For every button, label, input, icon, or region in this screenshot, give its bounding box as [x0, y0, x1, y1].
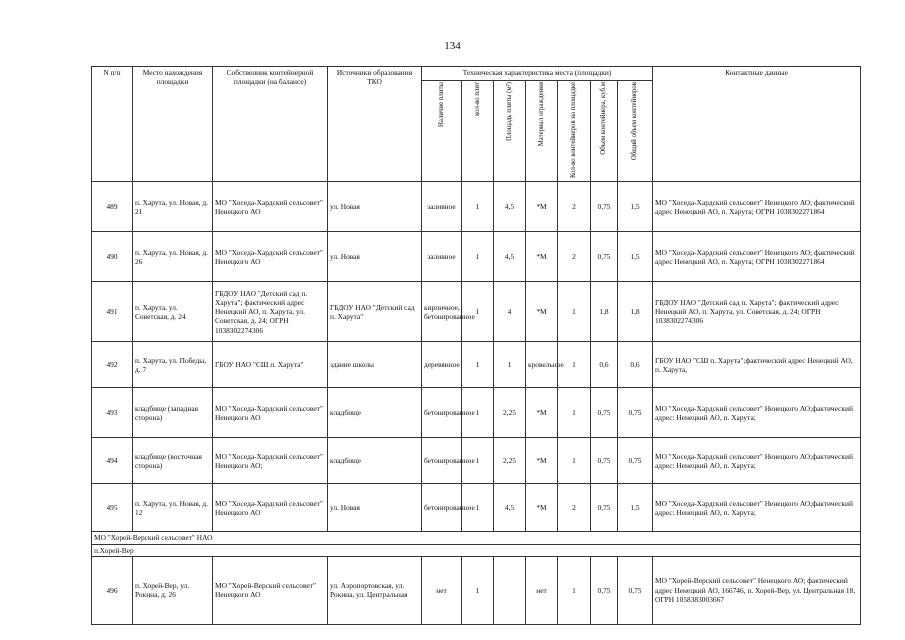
row-base: бетонированное	[422, 388, 462, 438]
row-volume: 0,75	[591, 484, 618, 532]
row-source: ул. Новая	[328, 484, 422, 532]
row-contacts: МО "Хорей-Верский сельсовет" Ненецкого АО; фактический адрес Ненецкий АО, 166746, п. Хорей-Вер, ул. Центральная 18, ОГРН 1058383003667	[653, 556, 861, 624]
header-tech-sub: кол-во плит	[462, 81, 494, 182]
header-location: Место нахождения площадки	[133, 67, 213, 182]
row-area	[494, 556, 526, 624]
row-plates: 1	[462, 342, 494, 388]
row-owner: МО "Хоседа-Хардский сельсовет" Ненецкого АО	[213, 484, 328, 532]
row-plates: 1	[462, 438, 494, 484]
row-location: п. Харута, ул. Новая, д. 21	[133, 182, 213, 232]
header-owner: Собственник контейнерной площадки (на балансе)	[213, 67, 328, 182]
table-row	[92, 232, 861, 282]
table-row	[92, 388, 861, 438]
subsection-heading: п.Хорей-Вер	[92, 544, 861, 556]
row-contacts: МО "Хоседа-Хардский сельсовет" Ненецкого АО; фактический адрес Ненецкий АО, п. Харута; ОГРН 1038302271864	[653, 182, 861, 232]
row-area: 4,5	[494, 232, 526, 282]
row-volume: 0,75	[591, 388, 618, 438]
row-volume: 0,75	[591, 438, 618, 484]
row-number: 489	[92, 182, 133, 232]
row-contacts: ГБОУ НАО "СШ п. Харута";фактический адрес Ненецкий АО, п. Харута,	[653, 342, 861, 388]
row-location: п. Харута, ул. Новая, д. 12	[133, 484, 213, 532]
row-base: бетонированное	[422, 484, 462, 532]
row-area: 4	[494, 282, 526, 342]
row-plates: 1	[462, 282, 494, 342]
row-area: 2,25	[494, 438, 526, 484]
row-source: ул. Новая	[328, 182, 422, 232]
row-count: 1	[558, 438, 591, 484]
row-base: заливное	[422, 232, 462, 282]
row-contacts: ГБДОУ НАО "Детский сад п. Харута"; фактический адрес Ненецкий АО, п. Харута, ул. Советская, д. 24; ОГРН 1038302274306	[653, 282, 861, 342]
row-owner: МО "Хоседа-Хардский сельсовет" Ненецкого АО;	[213, 438, 328, 484]
row-source: ГБДОУ НАО "Детский сад п. Харута"	[328, 282, 422, 342]
header-contacts: Контактные данные	[653, 67, 861, 182]
row-count: 1	[558, 556, 591, 624]
row-location: п. Хорей-Вер, ул. Рокина, д. 26	[133, 556, 213, 624]
row-source: ул. Аэропортовская, ул. Рокина, ул. Центральная	[328, 556, 422, 624]
row-plates: 1	[462, 484, 494, 532]
row-area: 4,5	[494, 484, 526, 532]
header-tech-sub: Наличие плиты	[422, 81, 462, 182]
row-source: кладбище	[328, 388, 422, 438]
row-location: кладбище (западная сторона)	[133, 388, 213, 438]
table-row	[92, 182, 861, 232]
row-base: кирпичное, бетонированное	[422, 282, 462, 342]
row-contacts: МО "Хоседа-Хардский сельсовет" Ненецкого АО; фактический адрес Ненецкий АО, п. Харута; ОГРН 1038302271864	[653, 232, 861, 282]
row-base: деревянное	[422, 342, 462, 388]
table-row	[92, 484, 861, 532]
row-count: 2	[558, 182, 591, 232]
row-count: 2	[558, 232, 591, 282]
row-volume: 0,75	[591, 556, 618, 624]
header-tech: Техническая характеристика места (площадки)	[422, 67, 653, 81]
row-volume: 1,8	[591, 282, 618, 342]
row-location: кладбище (восточная сторона)	[133, 438, 213, 484]
row-plates: 1	[462, 556, 494, 624]
row-total-volume: 0,75	[618, 438, 653, 484]
registry-table	[91, 66, 861, 625]
row-count: 1	[558, 342, 591, 388]
table-row	[92, 342, 861, 388]
row-contacts: МО "Хоседа-Хардский сельсовет" Ненецкого АО;фактический адрес: Ненецкий АО, п. Харута;	[653, 388, 861, 438]
row-number: 493	[92, 388, 133, 438]
row-area: 4,5	[494, 182, 526, 232]
row-number: 491	[92, 282, 133, 342]
table-row	[92, 282, 861, 342]
row-total-volume: 1,5	[618, 232, 653, 282]
row-fence: кровельное	[526, 342, 558, 388]
row-count: 2	[558, 484, 591, 532]
section-heading: МО "Хорей-Верский сельсовет" НАО	[92, 532, 861, 544]
page-number: 134	[444, 40, 461, 52]
row-total-volume: 0,6	[618, 342, 653, 388]
row-number: 495	[92, 484, 133, 532]
row-owner: МО "Хоседа-Хардский сельсовет" Ненецкого АО	[213, 182, 328, 232]
row-base: заливное	[422, 182, 462, 232]
row-location: п. Харута, ул. Победы, д. 7	[133, 342, 213, 388]
row-area: 2,25	[494, 388, 526, 438]
row-owner: ГБОУ НАО "СШ п. Харута"	[213, 342, 328, 388]
row-location: п. Харута, ул. Новая, д. 26	[133, 232, 213, 282]
table-row	[92, 438, 861, 484]
header-sources: Источники образования ТКО	[328, 67, 422, 182]
row-volume: 0,6	[591, 342, 618, 388]
row-fence: нет	[526, 556, 558, 624]
row-total-volume: 0,75	[618, 556, 653, 624]
header-tech-sub: Объем контейнера, куб.м	[591, 81, 618, 182]
row-base: нет	[422, 556, 462, 624]
header-tech-sub: Кол-во контейнеров на площадке	[558, 81, 591, 182]
table-row	[92, 556, 861, 624]
row-plates: 1	[462, 232, 494, 282]
row-owner: МО "Хоседа-Хардский сельсовет" Ненецкого АО	[213, 232, 328, 282]
header-num: N п/п	[92, 67, 133, 182]
row-area: 1	[494, 342, 526, 388]
row-plates: 1	[462, 182, 494, 232]
row-base: бетонированное	[422, 438, 462, 484]
header-tech-sub: Материал ограждения	[526, 81, 558, 182]
row-total-volume: 1,5	[618, 484, 653, 532]
row-count: 1	[558, 388, 591, 438]
row-plates: 1	[462, 388, 494, 438]
row-number: 494	[92, 438, 133, 484]
row-fence: *М	[526, 438, 558, 484]
row-contacts: МО "Хоседа-Хардский сельсовет" Ненецкого АО;фактический адрес: Ненецкий АО, п. Харута;	[653, 438, 861, 484]
row-fence: *М	[526, 182, 558, 232]
row-total-volume: 1,8	[618, 282, 653, 342]
row-fence: *М	[526, 282, 558, 342]
row-volume: 0,75	[591, 182, 618, 232]
row-location: п. Харута, ул. Советская, д. 24	[133, 282, 213, 342]
row-source: ул. Новая	[328, 232, 422, 282]
row-owner: МО "Хоседа-Хардский сельсовет" Ненецкого АО	[213, 388, 328, 438]
row-number: 496	[92, 556, 133, 624]
row-total-volume: 1,5	[618, 182, 653, 232]
row-fence: *М	[526, 388, 558, 438]
row-total-volume: 0,75	[618, 388, 653, 438]
row-number: 492	[92, 342, 133, 388]
row-fence: *М	[526, 232, 558, 282]
row-fence: *М	[526, 484, 558, 532]
row-count: 1	[558, 282, 591, 342]
row-contacts: МО "Хоседа-Хардский сельсовет" Ненецкого АО;фактический адрес: Ненецкий АО, п. Харута;	[653, 484, 861, 532]
row-source: здание школы	[328, 342, 422, 388]
header-tech-sub: Общий объем контейнеров	[618, 81, 653, 182]
header-tech-sub: Площадь плиты (м²)	[494, 81, 526, 182]
row-source: кладбище	[328, 438, 422, 484]
row-number: 490	[92, 232, 133, 282]
row-owner: ГБДОУ НАО "Детский сад п. Харута"; фактический адрес Ненецкий АО, п. Харута, ул. Советская, д. 24; ОГРН 1038302274306	[213, 282, 328, 342]
row-volume: 0,75	[591, 232, 618, 282]
row-owner: МО "Хорей-Верский сельсовет" Ненецкого АО	[213, 556, 328, 624]
